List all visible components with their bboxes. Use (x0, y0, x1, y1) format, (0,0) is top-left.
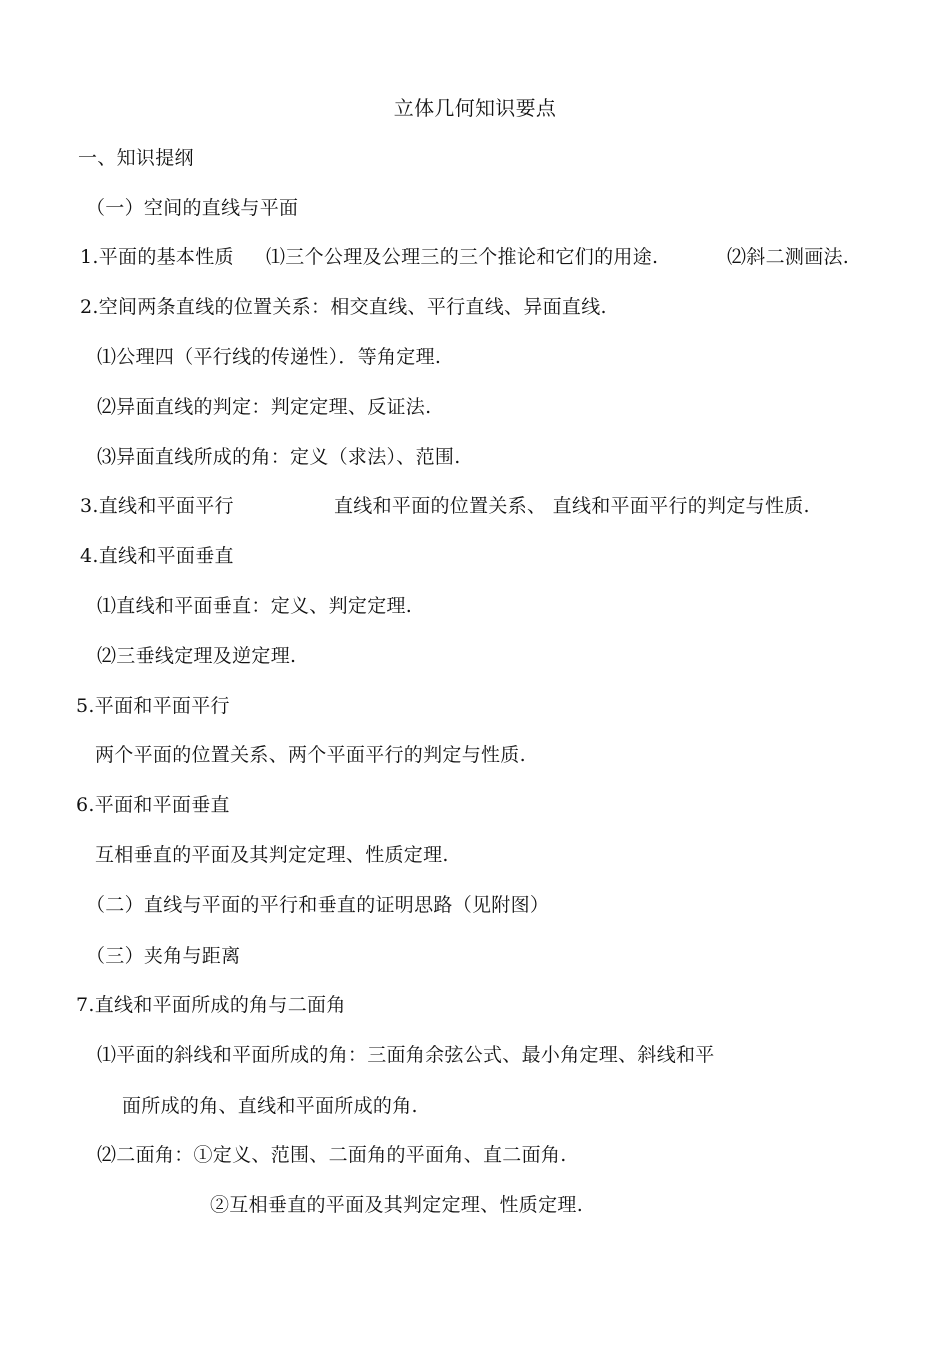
item-2-sub-3: ⑶异面直线所成的角：定义（求法）、范围. (97, 446, 461, 468)
section-heading-3: （三）夹角与距离 (86, 945, 241, 967)
section-heading-2: （二）直线与平面的平行和垂直的证明思路（见附图） (86, 894, 550, 916)
item-7-sub-2-line-1: ⑵二面角：①定义、范围、二面角的平面角、直二面角. (97, 1144, 567, 1166)
page-title: 立体几何知识要点 (393, 96, 557, 120)
item-2-sub-2: ⑵异面直线的判定：判定定理、反证法. (97, 396, 432, 418)
item-1-label: 1.平面的基本性质 (80, 246, 234, 268)
item-2-heading: 2.空间两条直线的位置关系：相交直线、平行直线、异面直线. (80, 296, 607, 318)
item-4-sub-2: ⑵三垂线定理及逆定理. (97, 645, 297, 667)
item-7-heading: 7.直线和平面所成的角与二面角 (76, 994, 346, 1016)
section-heading-1: （一）空间的直线与平面 (86, 197, 299, 219)
outline-heading: 一、知识提纲 (78, 147, 194, 169)
item-7-sub-1-line-1: ⑴平面的斜线和平面所成的角：三面角余弦公式、最小角定理、斜线和平 (97, 1044, 715, 1066)
item-3-text: 直线和平面的位置关系、 直线和平面平行的判定与性质. (334, 495, 810, 517)
item-6-heading: 6.平面和平面垂直 (76, 794, 230, 816)
item-5-text: 两个平面的位置关系、两个平面平行的判定与性质. (95, 744, 526, 766)
item-7-sub-1-line-2: 面所成的角、直线和平面所成的角. (122, 1095, 418, 1117)
item-5-heading: 5.平面和平面平行 (76, 695, 230, 717)
item-3-label: 3.直线和平面平行 (80, 495, 234, 517)
item-4-sub-1: ⑴直线和平面垂直：定义、判定定理. (97, 595, 413, 617)
item-6-text: 互相垂直的平面及其判定定理、性质定理. (95, 844, 449, 866)
item-4-heading: 4.直线和平面垂直 (80, 545, 234, 567)
item-7-sub-2-line-2: ②互相垂直的平面及其判定定理、性质定理. (210, 1194, 584, 1216)
item-2-sub-1: ⑴公理四（平行线的传递性）．等角定理. (97, 346, 442, 368)
item-1-part-1: ⑴三个公理及公理三的三个推论和它们的用途. (266, 246, 659, 268)
item-1-part-2: ⑵斜二测画法. (727, 246, 850, 268)
